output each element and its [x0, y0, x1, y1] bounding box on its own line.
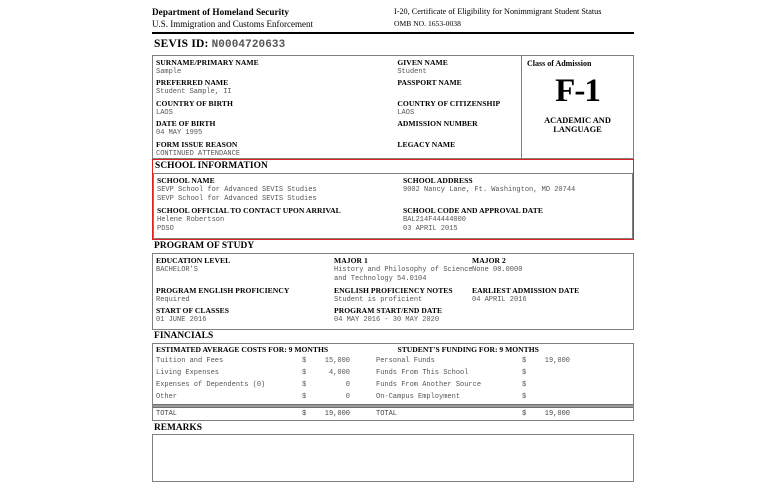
financials-headers — [153, 344, 633, 355]
english-proficiency-value: Required — [156, 295, 190, 304]
issue-reason-label: FORM ISSUE REASON — [156, 139, 238, 149]
school-information-box — [153, 173, 633, 239]
preferred-name-label: PREFERRED NAME — [156, 78, 229, 87]
education-level-label: EDUCATION LEVEL — [156, 255, 231, 265]
program-row-1 — [156, 256, 633, 285]
form-title-block — [394, 6, 634, 30]
sevis-id-label: SEVIS ID: — [154, 38, 209, 50]
dob-value: 04 MAY 1995 — [156, 129, 203, 137]
cost-amount: 15,000 — [324, 356, 350, 365]
citizenship-field — [397, 99, 521, 119]
agency-subname: U.S. Immigration and Customs Enforcement — [152, 19, 313, 29]
given-name-label: GIVEN NAME — [397, 57, 448, 67]
major1-value-line1: History and Philosophy of Science — [334, 265, 473, 274]
admission-number-value — [397, 129, 521, 139]
legacy-name-value — [397, 150, 521, 160]
birth-country-field — [156, 99, 397, 119]
passport-name-field — [397, 78, 521, 98]
funding-currency: $ — [522, 380, 527, 389]
program-section-title: PROGRAM OF STUDY — [154, 240, 255, 251]
school-official-name: Helene Robertson — [157, 215, 225, 224]
given-name-value: Student — [397, 67, 427, 76]
surname-label: SURNAME/PRIMARY NAME — [156, 57, 259, 67]
major1-field — [334, 256, 472, 285]
passport-name-value — [397, 88, 521, 98]
funding-currency: $ — [522, 356, 527, 365]
major1-label: MAJOR 1 — [334, 255, 368, 265]
education-level-field — [156, 256, 334, 285]
surname-field — [156, 58, 397, 78]
form-title: I-20, Certificate of Eligibility for Nonimmigrant Student Status — [394, 7, 602, 16]
class-of-admission-block — [522, 55, 634, 159]
estimated-costs-header: ESTIMATED AVERAGE COSTS FOR: 9 MONTHS — [156, 344, 329, 354]
cost-currency: $ — [302, 356, 307, 365]
school-official-label: SCHOOL OFFICIAL TO CONTACT UPON ARRIVAL — [157, 205, 341, 215]
sevis-id-line — [152, 34, 634, 55]
school-name-field — [157, 176, 403, 205]
cost-amount: 4,000 — [328, 368, 350, 377]
school-name-value-line2: SEVP School for Advanced SEVIS Studies — [157, 195, 317, 203]
dob-field — [156, 119, 397, 139]
identity-block — [152, 55, 634, 159]
cost-amount: 0 — [345, 380, 350, 389]
legacy-name-label: LEGACY NAME — [397, 139, 456, 149]
school-name-value-line1: SEVP School for Advanced SEVIS Studies — [157, 185, 317, 194]
education-level-value: BACHELOR'S — [156, 265, 199, 274]
earliest-admission-value: 04 APRIL 2016 — [472, 295, 527, 304]
english-notes-field — [334, 286, 472, 306]
school-official-title: PDSO — [157, 225, 174, 233]
omb-number: OMB NO. 1653-0038 — [394, 19, 461, 28]
major2-label: MAJOR 2 — [472, 255, 506, 265]
remarks-section-title: REMARKS — [154, 422, 202, 433]
agency-name: Department of Homeland Security — [152, 7, 290, 17]
school-code-value: BAL214F44444000 — [403, 215, 467, 224]
table-row — [156, 379, 633, 391]
table-row — [156, 367, 633, 379]
surname-value: Sample — [156, 67, 182, 76]
school-address-field — [403, 176, 629, 205]
school-approval-date: 03 APRIL 2015 — [403, 225, 458, 233]
admission-number-field — [397, 119, 521, 139]
costs-total-currency: $ — [302, 409, 307, 418]
birth-country-label: COUNTRY OF BIRTH — [156, 98, 233, 108]
financials-rows — [153, 355, 633, 403]
student-funding-header: STUDENT'S FUNDING FOR: 9 MONTHS — [397, 344, 539, 354]
cost-currency: $ — [302, 380, 307, 389]
school-section-title: SCHOOL INFORMATION — [155, 160, 268, 171]
passport-name-label: PASSPORT NAME — [397, 78, 462, 87]
earliest-admission-field — [472, 286, 632, 306]
cost-label: Living Expenses — [156, 368, 220, 377]
financials-section-title: FINANCIALS — [154, 330, 214, 341]
program-dates-value: 04 MAY 2016 - 30 MAY 2020 — [334, 316, 440, 324]
school-official-row — [157, 206, 632, 235]
table-row — [156, 391, 633, 403]
program-row-3 — [156, 306, 633, 326]
issue-reason-row — [156, 140, 521, 160]
funding-amount: 19,000 — [544, 356, 570, 365]
program-dates-field — [334, 306, 472, 326]
funding-currency: $ — [522, 368, 527, 377]
cost-label: Expenses of Dependents (0) — [156, 380, 266, 389]
costs-total-label: TOTAL — [156, 409, 178, 418]
major1-value-line2: and Technology 54.0104 — [334, 275, 427, 283]
school-address-value: 9002 Nancy Lane, Ft. Washington, MD 20744 — [403, 185, 576, 194]
school-name-row — [157, 176, 632, 205]
funding-label: Funds From Another Source — [376, 380, 482, 389]
school-code-label: SCHOOL CODE AND APPROVAL DATE — [403, 205, 543, 215]
class-of-admission-sub-line1: ACADEMIC AND — [544, 115, 611, 125]
english-proficiency-label: PROGRAM ENGLISH PROFICIENCY — [156, 285, 290, 295]
major2-field — [472, 256, 632, 285]
english-notes-value: Student is proficient — [334, 295, 423, 304]
funding-total-amount: 19,000 — [544, 409, 570, 418]
funding-currency: $ — [522, 392, 527, 401]
dob-label: DATE OF BIRTH — [156, 119, 216, 128]
table-row — [156, 355, 633, 367]
i20-form — [152, 0, 634, 482]
program-row-2 — [156, 286, 633, 306]
given-name-field — [397, 58, 521, 78]
funding-label: Personal Funds — [376, 356, 435, 365]
class-of-admission-sub-line2: LANGUAGE — [553, 125, 602, 134]
cost-amount: 0 — [345, 392, 350, 401]
english-proficiency-field — [156, 286, 334, 306]
earliest-admission-label: EARLIEST ADMISSION DATE — [472, 285, 580, 295]
program-of-study-box — [152, 253, 634, 330]
issue-reason-value: CONTINUED ATTENDANCE — [156, 149, 241, 158]
cost-label: Other — [156, 392, 178, 401]
remarks-box — [152, 434, 634, 482]
school-code-field — [403, 206, 629, 235]
class-of-admission-label: Class of Admission — [527, 58, 592, 68]
program-dates-label: PROGRAM START/END DATE — [334, 306, 443, 315]
funding-total-label: TOTAL — [376, 409, 398, 418]
funding-label: On-Campus Employment — [376, 392, 461, 401]
cost-currency: $ — [302, 392, 307, 401]
school-official-field — [157, 206, 403, 235]
class-of-admission-code: F-1 — [555, 72, 600, 109]
school-information-highlight — [152, 159, 634, 240]
issue-reason-field — [156, 140, 397, 160]
english-notes-label: ENGLISH PROFICIENCY NOTES — [334, 285, 453, 295]
birth-country-value: LAOS — [156, 108, 173, 117]
preferred-name-field — [156, 78, 397, 98]
cost-label: Tuition and Fees — [156, 356, 224, 365]
start-of-classes-value: 01 JUNE 2016 — [156, 316, 207, 324]
form-header — [152, 0, 634, 30]
school-name-label: SCHOOL NAME — [157, 175, 215, 185]
preferred-row — [156, 78, 521, 98]
identity-fields — [152, 55, 522, 159]
sevis-id-value: N0004720633 — [211, 39, 286, 51]
start-of-classes-field — [156, 306, 334, 326]
dob-row — [156, 119, 521, 139]
funding-label: Funds From This School — [376, 368, 469, 377]
name-row — [156, 58, 521, 78]
citizenship-label: COUNTRY OF CITIZENSHIP — [397, 98, 501, 108]
financials-total-row — [156, 408, 633, 420]
agency-block — [152, 6, 394, 30]
funding-total-currency: $ — [522, 409, 527, 418]
cost-currency: $ — [302, 368, 307, 377]
legacy-name-field — [397, 140, 521, 160]
financials-box — [152, 343, 634, 421]
admission-number-label: ADMISSION NUMBER — [397, 119, 478, 128]
costs-total-amount: 19,000 — [324, 409, 350, 418]
start-of-classes-label: START OF CLASSES — [156, 306, 229, 315]
major2-value: None 00.0000 — [472, 265, 523, 274]
citizenship-value: LAOS — [397, 108, 415, 117]
preferred-name-value: Student Sample, II — [156, 88, 232, 96]
country-row — [156, 99, 521, 119]
school-address-label: SCHOOL ADDRESS — [403, 175, 473, 185]
